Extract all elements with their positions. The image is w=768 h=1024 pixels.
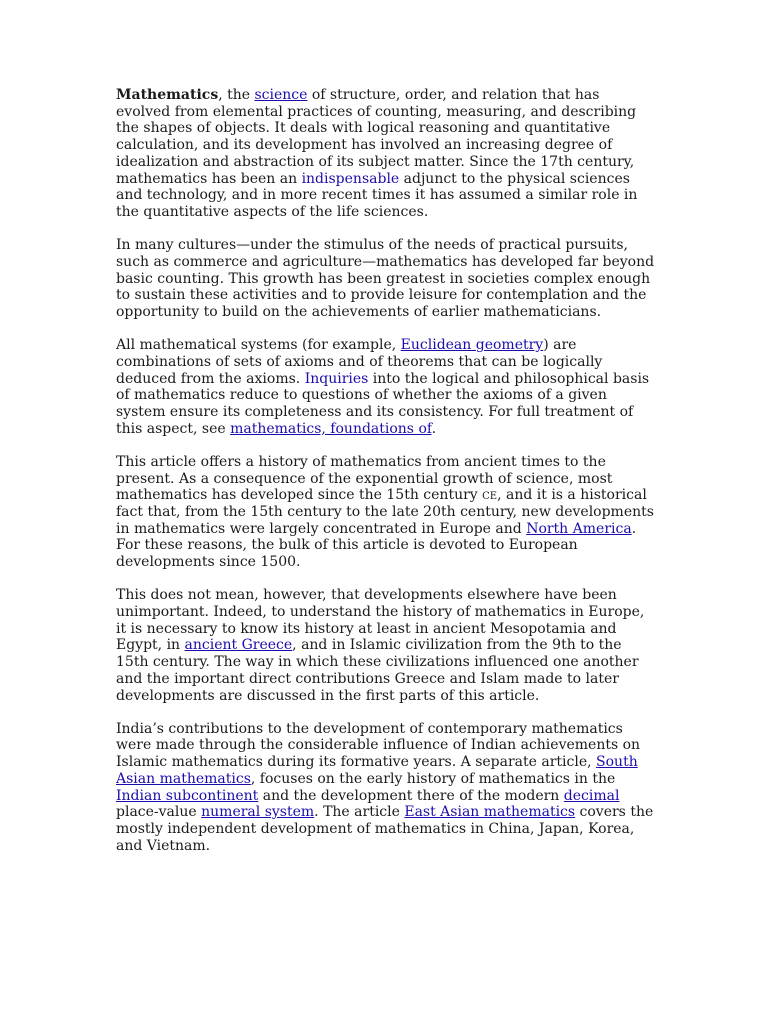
text-run: This article offers a history of mathematics from ancient times to the present. As a consequence of the exponential growth of science, most mathematics has developed since the 15th century [116, 453, 613, 504]
text-run: , the [218, 87, 255, 103]
text-run: and the development there of the modern [258, 787, 564, 804]
text-run: . For these reasons, the bulk of this article is devoted to European developments since 1500. [116, 520, 637, 571]
text-run: In many cultures—under the stimulus of the needs of practical pursuits, such as commerce and agriculture—mathematics has developed far beyond basic counting. This growth has been greatest in societies complex enough to sustain these activities and to provide leisure for contemplation and the opportunity to build on the achievements of earlier mathematicians. [116, 237, 655, 320]
link-south-asian-mathematics[interactable]: South Asian mathematics [116, 754, 638, 787]
link-euclidean-geometry[interactable]: Euclidean geometry [400, 337, 544, 354]
link-numeral-system[interactable]: numeral system [201, 804, 315, 821]
text-run: , and in Islamic civilization from the 9th to the 15th century. The way in which these civilizations influenced one another and the important direct contributions Greece and Islam made to later developments are discussed in the first parts of this article. [116, 637, 639, 704]
paragraph-elsewhere [116, 587, 656, 704]
text-run: place-value [116, 804, 202, 821]
text-run: . The article [314, 804, 405, 821]
link-ancient-greece[interactable]: ancient Greece [184, 637, 293, 654]
text-run: India’s contributions to the development of contemporary mathematics were made through the considerable influence of Indian achievements on Islamic mathematics during its formative years. A separate article, [116, 720, 641, 771]
link-decimal[interactable]: decimal [563, 787, 620, 804]
link-indian-subcontinent[interactable]: Indian subcontinent [116, 787, 259, 804]
link-science[interactable]: science [254, 87, 308, 103]
link-inquiries[interactable]: Inquiries [304, 370, 369, 387]
article-body [116, 87, 656, 871]
text-run: covers the mostly independent development of mathematics in China, Japan, Korea, and Vietnam. [116, 804, 654, 854]
text-run: into the logical and philosophical basis of mathematics reduce to questions of whether the axioms of a given system ensure its completeness and its consistency. For full treatment of this aspect, see [116, 370, 650, 437]
paragraph-cultures [116, 237, 656, 321]
text-run: of structure, order, and relation that has evolved from elemental practices of counting, measuring, and describing the shapes of objects. It deals with logical reasoning and quantitative calculation, and its development has involved an increasing degree of idealization and abstraction of its subject matter. Since the 17th century, mathematics has been an [116, 87, 637, 187]
text-run: , and it is a historical fact that, from the 15th century to the late 20th century, new developments in mathematics were largely concentrated in Europe and [116, 487, 654, 537]
era-abbreviation: ce [482, 487, 498, 504]
text-run: ) are combinations of sets of axioms and of theorems that can be logically deduced from the axioms. [116, 337, 603, 387]
link-east-asian-mathematics[interactable]: East Asian mathematics [404, 804, 576, 821]
paragraph-systems [116, 337, 656, 437]
paragraph-india [116, 721, 656, 855]
article-term: Mathematics [116, 87, 219, 103]
text-run: , focuses on the early history of mathematics in the [250, 770, 616, 787]
text-run: . [431, 420, 437, 437]
link-foundations-of-mathematics[interactable]: mathematics, foundations of [230, 420, 432, 437]
text-run: All mathematical systems (for example, [116, 337, 401, 354]
text-run: adjunct to the physical sciences and technology, and in more recent times it has assumed a similar role in the quantitative aspects of the life sciences. [116, 170, 638, 220]
paragraph-history-scope [116, 454, 656, 571]
text-run: This does not mean, however, that developments elsewhere have been unimportant. Indeed, to understand the history of mathematics in Europe, it is necessary to know its history at least in ancient Mesopotamia and Egypt, in [116, 587, 645, 654]
link-north-america[interactable]: North America [526, 520, 632, 537]
paragraph-intro [116, 87, 656, 221]
link-indispensable[interactable]: indispensable [301, 170, 400, 187]
